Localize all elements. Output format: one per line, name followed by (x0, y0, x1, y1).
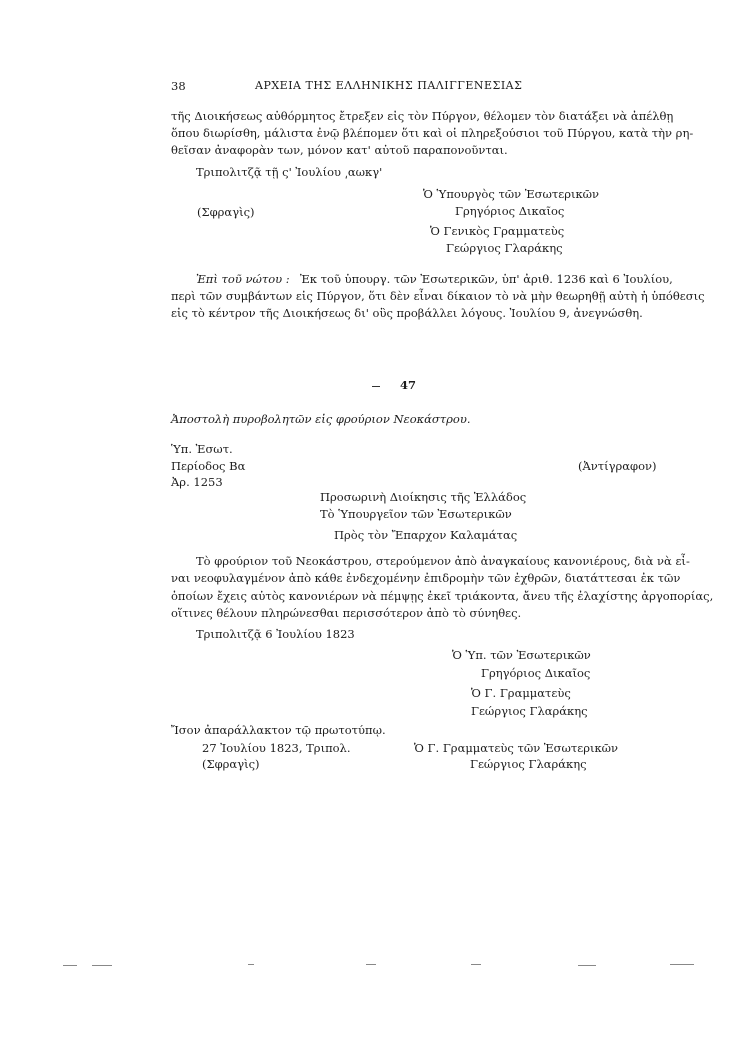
scan-artifact (578, 965, 596, 966)
doc46-body-line-3: θεῖσαν ἀναφορὰν των, μόνον κατ' αὐτοῦ παραπονοῦνται. (171, 143, 508, 157)
authority-line-1: Προσωρινὴ Διοίκησις τῆς Ἑλλάδος (320, 490, 527, 504)
doc46-sig1-title: Ὁ Ὑπουργὸς τῶν Ἐσωτερικῶν (423, 187, 600, 201)
scan-artifact (366, 964, 376, 965)
doc46-sig2-title: Ὁ Γενικὸς Γραμματεὺς (430, 224, 565, 238)
scan-artifact (471, 964, 481, 965)
doc47-sig2-title: Ὁ Γ. Γραμματεὺς (471, 686, 571, 700)
doc46-sig2-name: Γεώργιος Γλαράκης (446, 241, 563, 255)
page-number: 38 (171, 79, 186, 93)
doc47-sig1-name: Γρηγόριος Δικαῖος (481, 666, 591, 680)
doc47-body-line-3: ὁποίων ἔχεις αὐτὸς κανονιέρων νὰ πέμψῃς ἐκεῖ τριάκοντα, ἄνευ τῆς ἐλαχίστης ἀργοπορίας, (171, 589, 714, 603)
addressee: Πρὸς τὸν Ἔπαρχον Καλαμάτας (334, 528, 518, 542)
doc46-note-line-3: εἰς τὸ κέντρον τῆς Διοικήσεως δι' οὓς προβάλλει λόγους. Ἰουλίου 9, ἀνεγνώσθη. (171, 306, 643, 320)
running-title: ΑΡΧΕΙΑ ΤΗΣ ΕΛΛΗΝΙΚΗΣ ΠΑΛΙΓΓΕΝΕΣΙΑΣ (255, 79, 523, 92)
doc46-body-line-1: τῆς Διοικήσεως αὐθόρμητος ἔτρεξεν εἰς τὸν Πύργον, θέλομεν τὸν διατάξει νὰ ἀπέλθῃ (171, 109, 674, 123)
doc46-note-line-1: Ἐκ τοῦ ὑπουργ. τῶν Ἐσωτερικῶν, ὑπ' ἀριθ. 1236 καὶ 6 Ἰουλίου, (300, 272, 673, 286)
doc46-date: Τριπολιτζᾷ τῇ ς' Ἰουλίου ͵αωκγ' (196, 165, 383, 179)
certify-date: 27 Ἰουλίου 1823, Τριπολ. (202, 741, 351, 755)
doc47-body-line-1: Τὸ φρούριον τοῦ Νεοκάστρου, στερούμενον ἀπὸ ἀναγκαίους κανονιέρους, διὰ νὰ εἶ- (196, 554, 690, 568)
doc46-note-line-2: περὶ τῶν συμβάντων εἰς Πύργον, ὅτι δὲν εἶναι δίκαιον τὸ νὰ μὴν θεωρηθῇ αὐτὴ ἡ ὑπόθεσις (171, 289, 705, 303)
doc46-sig1-name: Γρηγόριος Δικαῖος (455, 204, 565, 218)
doc47-date: Τριπολιτζᾷ 6 Ἰουλίου 1823 (196, 627, 355, 641)
scan-artifact (92, 965, 112, 966)
scan-mark (372, 386, 380, 387)
certify-sig-title: Ὁ Γ. Γραμματεὺς τῶν Ἐσωτερικῶν (414, 741, 619, 755)
doc46-note-label: Ἐπὶ τοῦ νώτου : (196, 272, 290, 286)
doc47-body-line-4: οἵτινες θέλουν πληρώνεσθαι περισσότερον ἀπὸ τὸ σύνηθες. (171, 606, 522, 620)
scan-artifact (248, 964, 254, 965)
doc47-body-line-2: ναι νεοφυλαγμένον ἀπὸ κάθε ἐνδεχομένην ἐπιδρομὴν τῶν ἐχθρῶν, διατάττεσαι ἐκ τῶν (171, 571, 681, 585)
copy-label: (Ἀντίγραφον) (578, 459, 657, 473)
ref-line-1: Ὑπ. Ἐσωτ. (171, 442, 233, 456)
certify-sig-name: Γεώργιος Γλαράκης (470, 757, 587, 771)
scan-artifact (63, 965, 77, 966)
doc-heading: Ἀποστολὴ πυροβολητῶν εἰς φρούριον Νεοκάστρου. (171, 412, 471, 426)
doc47-sig2-name: Γεώργιος Γλαράκης (471, 704, 588, 718)
doc47-sig1-title: Ὁ Ὑπ. τῶν Ἐσωτερικῶν (452, 648, 591, 662)
doc46-seal: (Σφραγὶς) (197, 205, 255, 219)
certify-line: Ἴσον ἀπαράλλακτον τῷ πρωτοτύπῳ. (171, 723, 386, 737)
ref-line-3: Ἀρ. 1253 (171, 475, 223, 489)
scan-artifact (670, 964, 694, 965)
authority-line-2: Τὸ Ὑπουργεῖον τῶν Ἐσωτερικῶν (320, 507, 512, 521)
ref-line-2: Περίοδος Βα (171, 459, 246, 473)
certify-seal: (Σφραγὶς) (202, 757, 260, 771)
doc46-body-line-2: ὅπου διωρίσθη, μάλιστα ἐνῷ βλέπομεν ὅτι καὶ οἱ πληρεξούσιοι τοῦ Πύργου, κατὰ τὴν ρη- (171, 126, 694, 140)
doc-number: 47 (400, 378, 417, 392)
